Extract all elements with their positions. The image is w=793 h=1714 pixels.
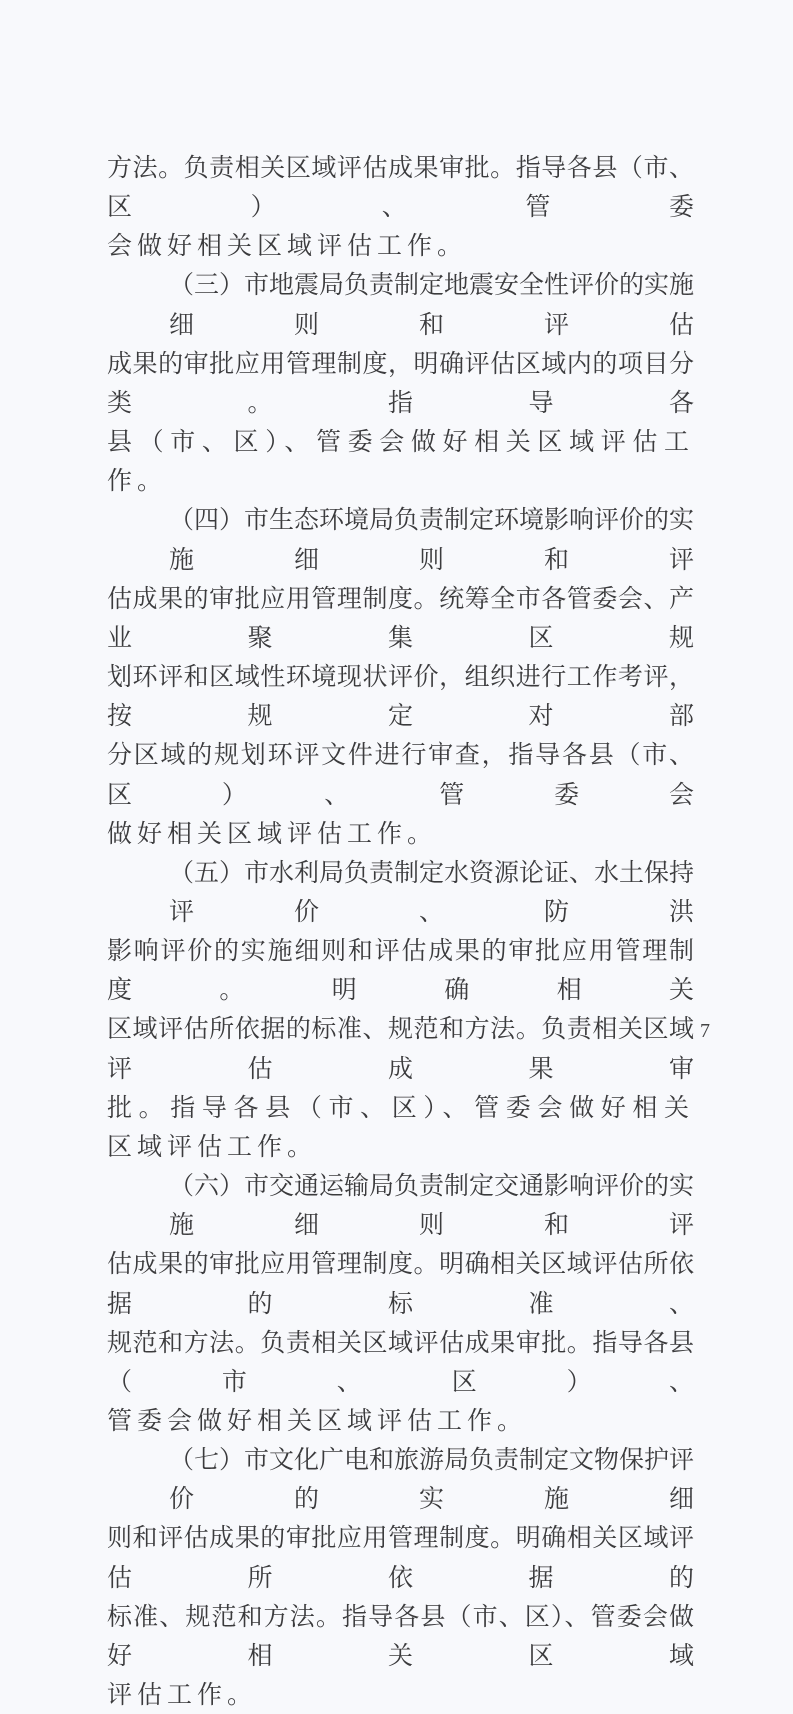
paragraph-line: （四）市生态环境局负责制定环境影响评价的实施细则和评 bbox=[169, 505, 695, 574]
paragraph-line: 评估工作。 bbox=[107, 1680, 258, 1710]
paragraph-line: 估成果的审批应用管理制度。统筹全市各管委会、产业聚集区规 bbox=[107, 583, 694, 652]
paragraph-line: 做好相关区域评估工作。 bbox=[107, 818, 438, 848]
paragraph-line: 方法。负责相关区域评估成果审批。指导各县（市、区）、管委 bbox=[107, 153, 694, 222]
paragraph-line: 会做好相关区域评估工作。 bbox=[107, 231, 468, 261]
paragraph bbox=[107, 1440, 694, 1714]
document-body bbox=[107, 148, 694, 1714]
paragraph-line: （五）市水利局负责制定水资源论证、水土保持评价、防洪 bbox=[169, 857, 695, 926]
paragraph bbox=[107, 148, 694, 265]
paragraph-line: 估成果的审批应用管理制度。明确相关区域评估所依据的标准、 bbox=[107, 1249, 694, 1318]
paragraph-line: 标准、规范和方法。指导各县（市、区）、管委会做好相关区域 bbox=[107, 1601, 694, 1670]
paragraph bbox=[107, 265, 694, 500]
paragraph-line: 批。指导各县（市、区）、管委会做好相关区域评估工作。 bbox=[107, 1092, 694, 1161]
paragraph-line: 成果的审批应用管理制度，明确评估区域内的项目分类。指导各 bbox=[107, 348, 694, 417]
paragraph-line: （七）市文化广电和旅游局负责制定文物保护评价的实施细 bbox=[169, 1445, 695, 1514]
paragraph bbox=[107, 500, 694, 852]
paragraph-line: 县（市、区）、管委会做好相关区域评估工作。 bbox=[107, 427, 694, 496]
paragraph-line: 影响评价的实施细则和评估成果的审批应用管理制度。明确相关 bbox=[107, 936, 694, 1005]
paragraph-line: 则和评估成果的审批应用管理制度。明确相关区域评估所依据的 bbox=[107, 1523, 694, 1592]
paragraph-line: 分区域的规划环评文件进行审查，指导各县（市、区）、管委会 bbox=[107, 740, 694, 809]
paragraph bbox=[107, 1166, 694, 1440]
paragraph-line: 划环评和区域性环境现状评价，组织进行工作考评，按规定对部 bbox=[107, 662, 694, 731]
paragraph-line: （三）市地震局负责制定地震安全性评价的实施细则和评估 bbox=[169, 270, 695, 339]
page-number: 7 bbox=[700, 1020, 710, 1042]
paragraph-line: 规范和方法。负责相关区域评估成果审批。指导各县（市、区）、 bbox=[107, 1327, 694, 1396]
paragraph bbox=[107, 853, 694, 1166]
paragraph-line: 区域评估所依据的标准、规范和方法。负责相关区域评估成果审 bbox=[107, 1014, 694, 1083]
paragraph-line: 管委会做好相关区域评估工作。 bbox=[107, 1406, 528, 1435]
paragraph-line: （六）市交通运输局负责制定交通影响评价的实施细则和评 bbox=[169, 1171, 695, 1240]
